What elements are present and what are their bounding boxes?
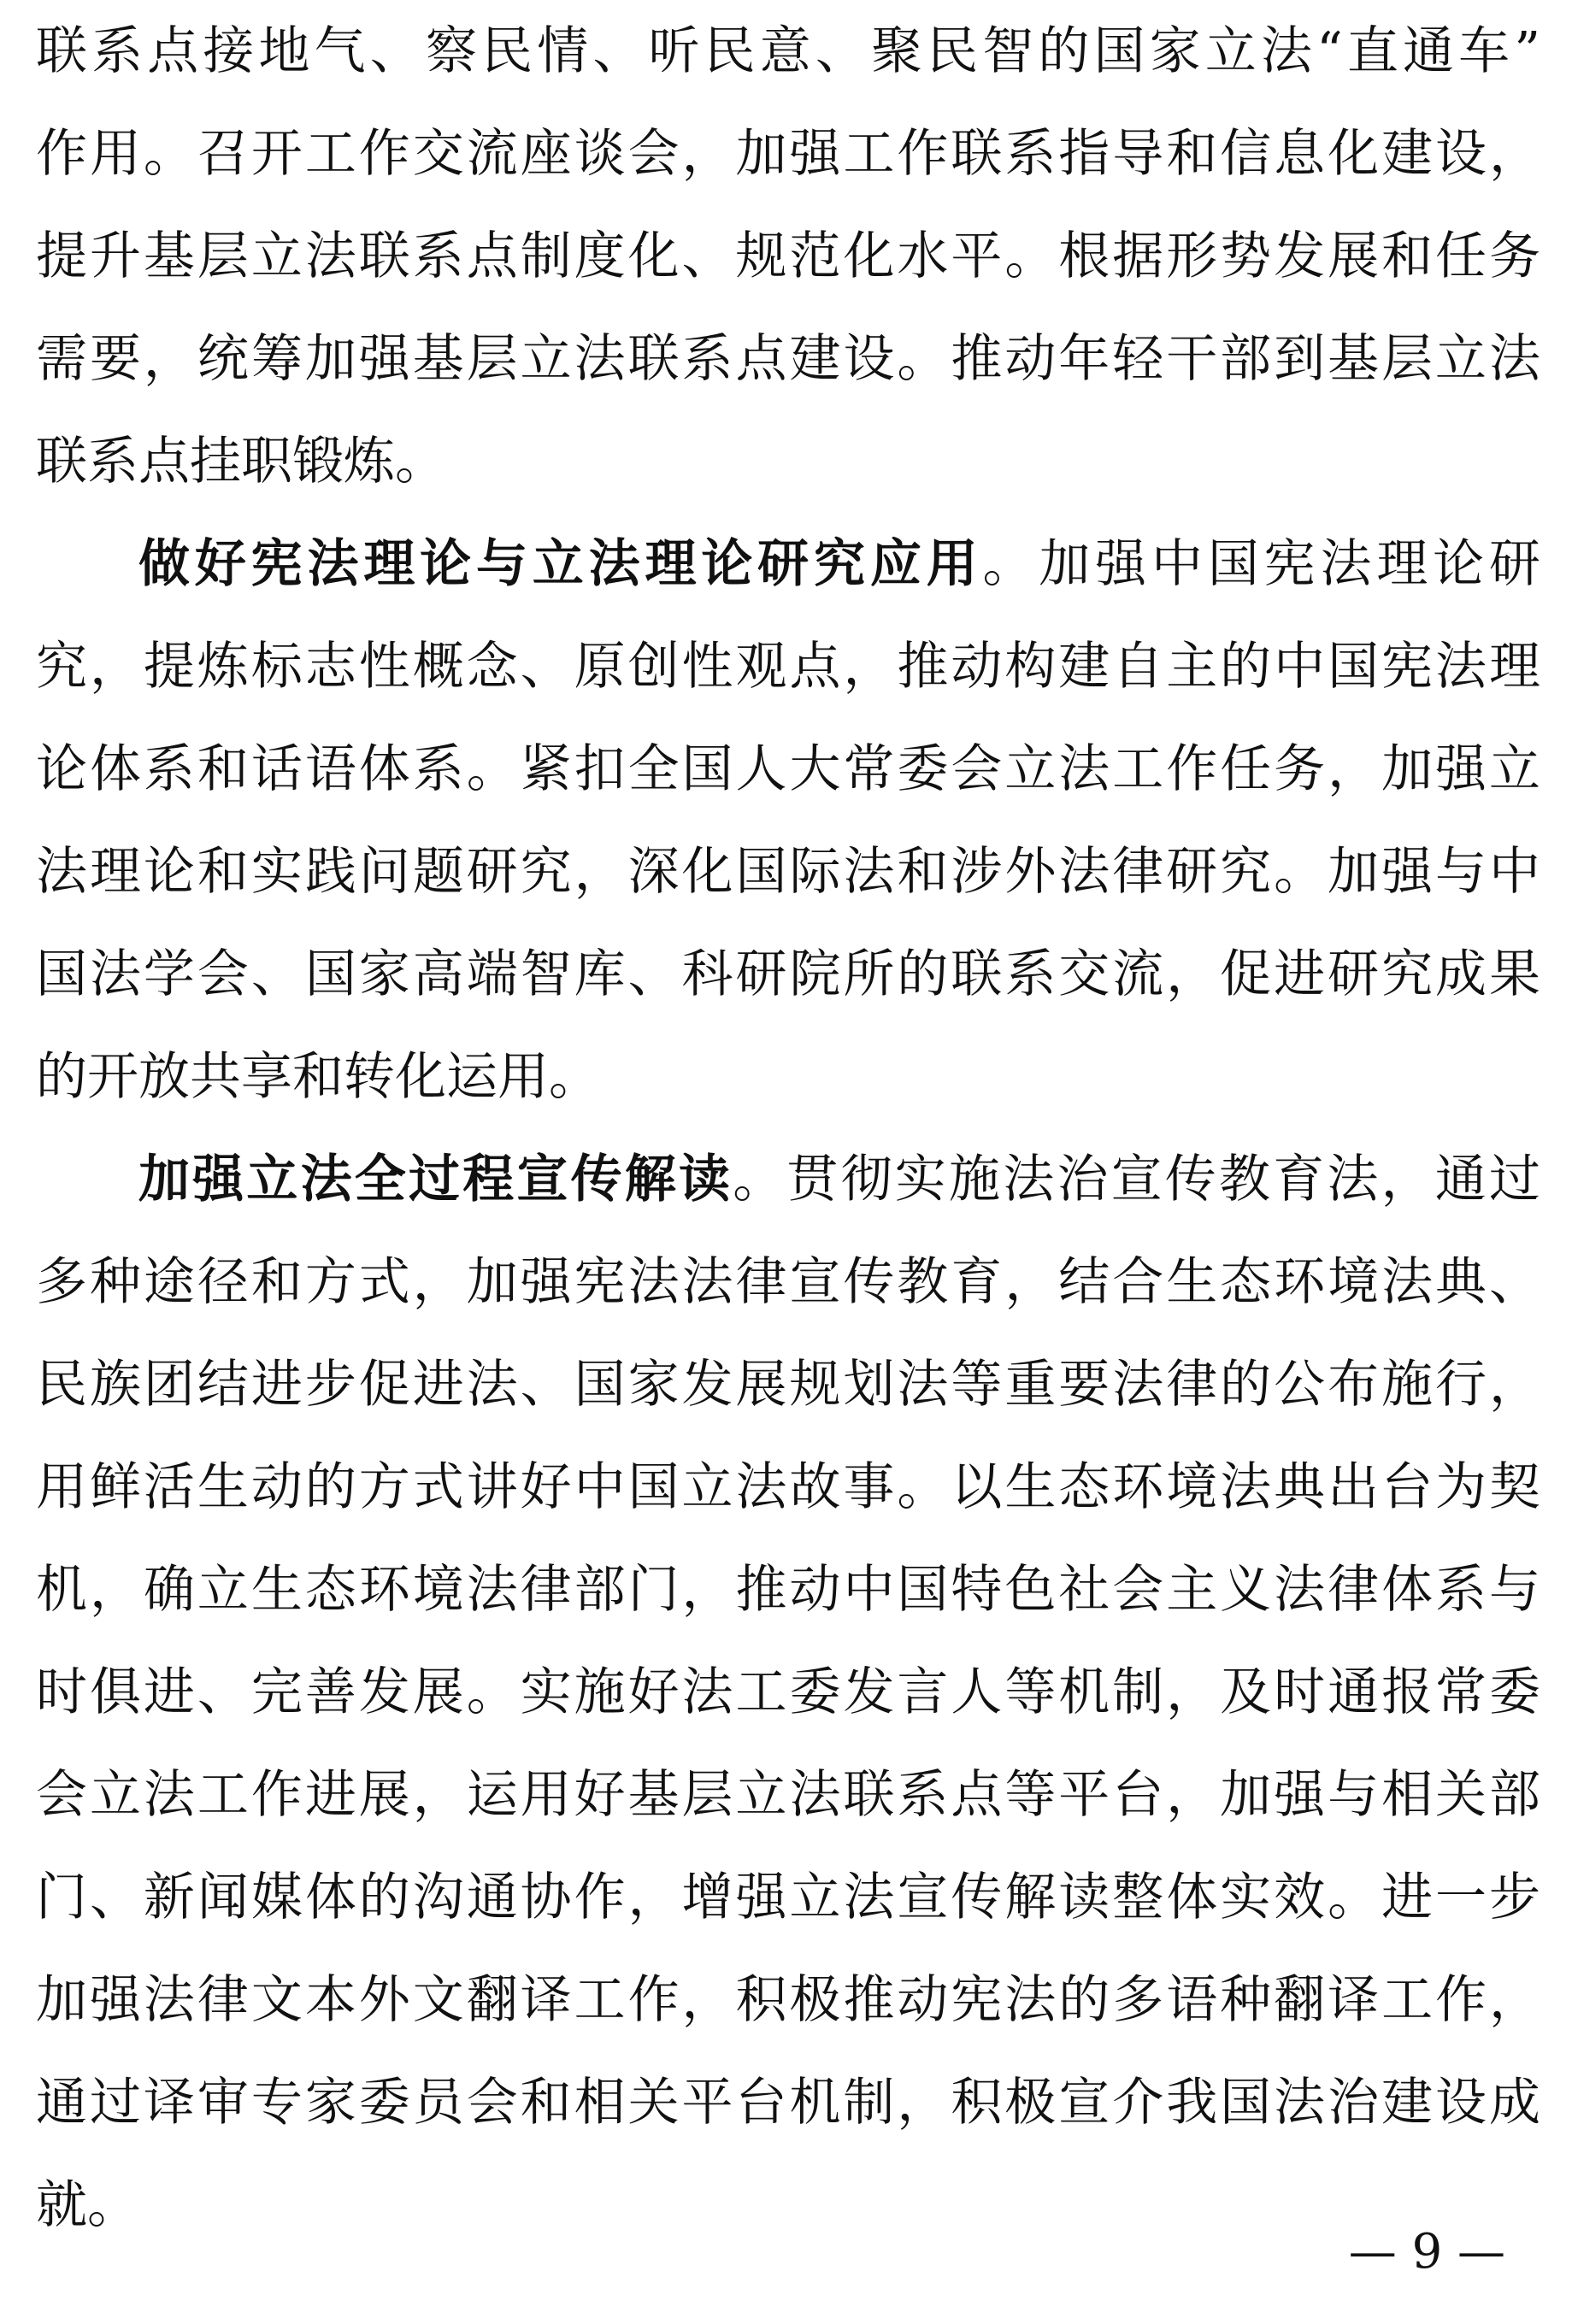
paragraph-line: 论体系和话语体系。紧扣全国人大常委会立法工作任务，加强立 <box>36 739 1540 799</box>
paragraph-1 <box>36 0 1540 513</box>
paragraph-line: 机，确立生态环境法律部门，推动中国特色社会主义法律体系与 <box>36 1560 1540 1620</box>
paragraph-line: 的开放共享和转化运用。 <box>36 1047 600 1107</box>
paragraph-line: 国法学会、国家高端智库、科研院所的联系交流，促进研究成果 <box>36 944 1540 1004</box>
paragraph-line: 联系点挂职锻炼。 <box>36 432 446 491</box>
paragraph-line: 时俱进、完善发展。实施好法工委发言人等机制，及时通报常委 <box>36 1662 1540 1722</box>
paragraph-line: 用鲜活生动的方式讲好中国立法故事。以生态环境法典出台为契 <box>36 1457 1540 1517</box>
paragraph-line: 多种途径和方式，加强宪法法律宣传教育，结合生态环境法典、 <box>36 1252 1540 1312</box>
paragraph-3 <box>36 1128 1540 2256</box>
paragraph-line: 究，提炼标志性概念、原创性观点，推动构建自主的中国宪法理 <box>36 637 1540 697</box>
paragraph-line: 民族团结进步促进法、国家发展规划法等重要法律的公布施行， <box>36 1355 1540 1415</box>
paragraph-line: 就。 <box>36 2175 138 2235</box>
document-body <box>36 0 1540 2256</box>
paragraph-first-line-rest: 。贯彻实施法治宣传教育法，通过 <box>733 1150 1541 1209</box>
paragraph-lead-heading: 做好宪法理论与立法理论研究应用 <box>138 534 983 594</box>
paragraph-line: 法理论和实践问题研究，深化国际法和涉外法律研究。加强与中 <box>36 842 1540 902</box>
paragraph-2 <box>36 513 1540 1128</box>
paragraph-line: 联系点接地气、察民情、听民意、聚民智的国家立法“直通车” <box>36 21 1540 81</box>
paragraph-line: 作用。召开工作交流座谈会，加强工作联系指导和信息化建设， <box>36 124 1540 184</box>
paragraph-line: 提升基层立法联系点制度化、规范化水平。根据形势发展和任务 <box>36 227 1540 286</box>
paragraph-first-line <box>36 513 1540 615</box>
page-number: — 9 — <box>1348 2224 1505 2280</box>
paragraph-line: 门、新闻媒体的沟通协作，增强立法宣传解读整体实效。进一步 <box>36 1868 1540 1927</box>
paragraph-first-line <box>36 1128 1540 1231</box>
paragraph-line: 会立法工作进展，运用好基层立法联系点等平台，加强与相关部 <box>36 1765 1540 1825</box>
paragraph-first-line-rest: 。加强中国宪法理论研 <box>982 534 1540 594</box>
paragraph-line: 需要，统筹加强基层立法联系点建设。推动年轻干部到基层立法 <box>36 329 1540 389</box>
paragraph-line: 通过译审专家委员会和相关平台机制，积极宣介我国法治建设成 <box>36 2073 1540 2133</box>
paragraph-line: 加强法律文本外文翻译工作，积极推动宪法的多语种翻译工作， <box>36 1970 1540 2030</box>
paragraph-lead-heading: 加强立法全过程宣传解读 <box>138 1150 733 1209</box>
